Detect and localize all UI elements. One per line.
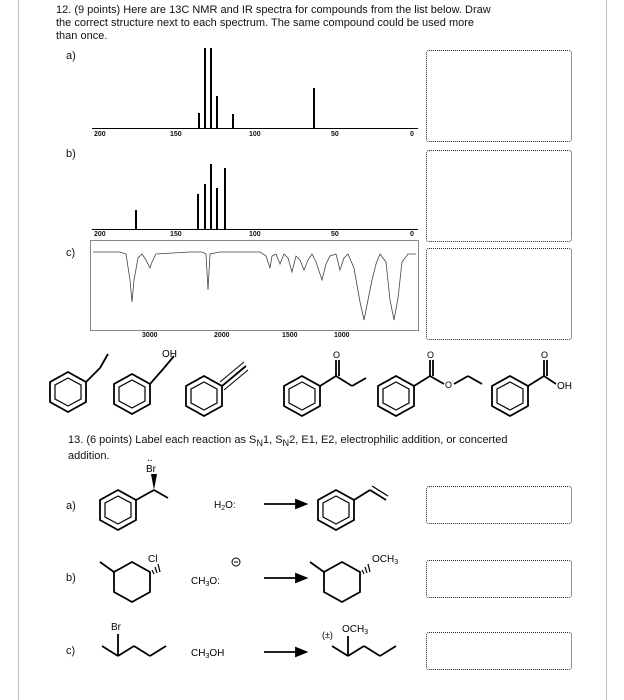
- compound-ethylbenzene: [50, 354, 108, 412]
- nmr-a-peak: [210, 48, 212, 128]
- och3-label-c: $OCH_3$: [342, 624, 369, 636]
- nmr-spectrum-a: [92, 40, 418, 140]
- ir-spectrum-c: [90, 240, 420, 344]
- q12-label-a: a): [66, 50, 76, 62]
- compound-benzoic-acid: [492, 360, 556, 416]
- compound-ester: [378, 360, 482, 416]
- nmr-b-tick: 50: [331, 231, 339, 238]
- acid-oh-label: OH: [557, 381, 572, 392]
- ir-tick: 1000: [334, 332, 350, 339]
- nmr-b-peak: [135, 210, 137, 229]
- compound-phenylacetylene: [186, 362, 248, 416]
- left-page-edge: [18, 0, 19, 700]
- nmr-a-peak: [216, 96, 218, 128]
- reaction-c: [96, 616, 416, 676]
- reaction-a: [96, 456, 416, 536]
- nmr-a-baseline: [92, 128, 418, 129]
- answer-box-12b[interactable]: [426, 150, 572, 242]
- ir-tick: 3000: [142, 332, 158, 339]
- ir-tick: 2000: [214, 332, 230, 339]
- nmr-a-tick: 150: [170, 131, 182, 138]
- methanol-label: $CH_3OH$: [191, 648, 225, 660]
- nmr-b-peak: [204, 184, 206, 229]
- methoxide-label: $CH_3O$:: [191, 576, 220, 588]
- och3-label: $OCH_3$: [372, 554, 399, 566]
- oh-label: OH: [162, 349, 177, 360]
- nmr-a-tick: 200: [94, 131, 106, 138]
- svg-text:..: ..: [147, 456, 153, 464]
- br-label-c: Br: [111, 622, 121, 633]
- ester-o-label: O: [445, 380, 453, 390]
- acid-carbonyl-o-label: O: [541, 350, 549, 360]
- cl-label: Cl: [148, 554, 158, 565]
- water-label: $H_2O$:: [214, 500, 236, 512]
- nmr-a-tick: 0: [410, 131, 414, 138]
- nmr-spectrum-b: [92, 140, 418, 240]
- ir-plot: [90, 240, 420, 332]
- nmr-b-peak: [224, 168, 226, 229]
- ketone-o-label: O: [333, 350, 341, 360]
- nmr-a-peak: [232, 114, 234, 128]
- nmr-a-peak: [198, 113, 200, 128]
- q12-label-b: b): [66, 148, 76, 160]
- compound-propiophenone: [284, 360, 366, 416]
- nmr-b-tick: 200: [94, 231, 106, 238]
- compound-list: [40, 344, 580, 424]
- nmr-a-peak: [313, 88, 315, 128]
- answer-box-13c[interactable]: [426, 632, 572, 670]
- nmr-a-tick: 50: [331, 131, 339, 138]
- q13-text: 13. (6 points) Label each reaction as $S_N1$, $S_N2$, E1, E2, electrophilic addition, or concerted addition.: [68, 434, 508, 463]
- answer-box-12a[interactable]: [426, 50, 572, 142]
- nmr-a-tick: 100: [249, 131, 261, 138]
- compound-phenylethanol: [114, 356, 174, 414]
- wedge-bond: [151, 474, 157, 490]
- racemic-label: (±): [322, 630, 333, 640]
- br-label: Br: [146, 464, 156, 475]
- right-page-edge: [606, 0, 607, 700]
- nmr-b-peak: [197, 194, 199, 229]
- nmr-a-peak: [204, 48, 206, 128]
- q13-label-a: a): [66, 500, 76, 512]
- q13-label-c: c): [66, 645, 76, 657]
- answer-box-12c[interactable]: [426, 248, 572, 340]
- nmr-b-tick: 150: [170, 231, 182, 238]
- answer-box-13b[interactable]: [426, 560, 572, 598]
- nmr-b-peak: [210, 164, 212, 229]
- nmr-b-baseline: [92, 229, 418, 230]
- ir-tick: 1500: [282, 332, 298, 339]
- nmr-b-tick: 0: [410, 231, 414, 238]
- nmr-b-peak: [216, 188, 218, 229]
- q12-text: 12. (9 points) Here are 13C NMR and IR spectra for compounds from the list below. Draw the correct structure next to each spectrum. The same compound could be used more than once.: [56, 4, 491, 42]
- ester-carbonyl-o-label: O: [427, 350, 435, 360]
- q13-label-b: b): [66, 572, 76, 584]
- q12-label-c: c): [66, 247, 76, 259]
- reaction-b: [96, 540, 416, 624]
- answer-box-13a[interactable]: [426, 486, 572, 524]
- nmr-b-tick: 100: [249, 231, 261, 238]
